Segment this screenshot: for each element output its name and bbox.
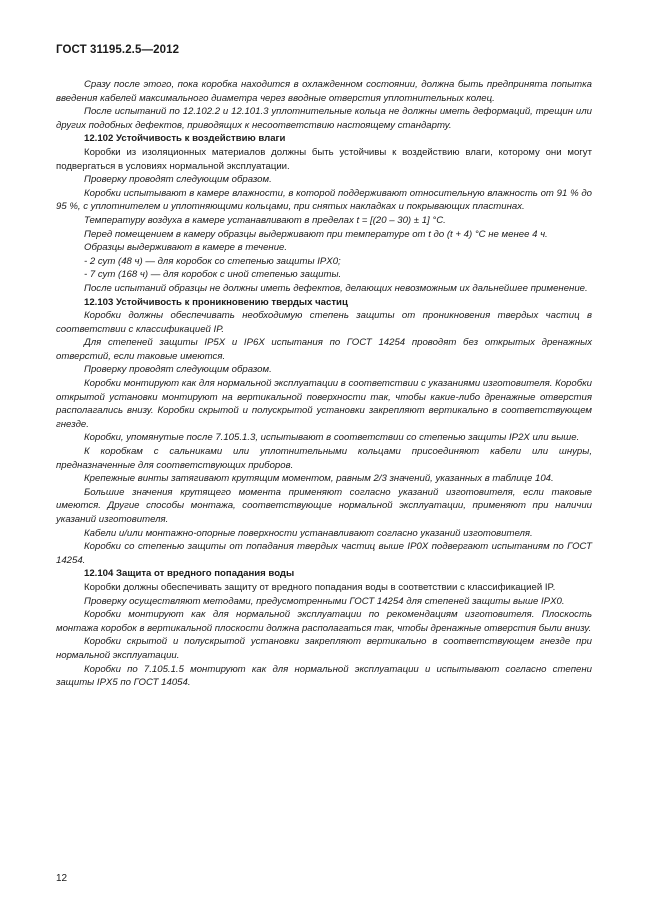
paragraph: После испытаний образцы не должны иметь дефектов, делающих невозможным их дальнейшее применение. [84,282,588,294]
paragraph: К коробкам с сальниками или уплотнительными кольцами присоединяют кабели или шнуры, предназначенные для соответствующих приборов. [56,446,592,471]
paragraph: Коробки испытывают в камере влажности, в которой поддерживают относительную влажность от 91 % до 95 %, с уплотнителем и уплотняющими кольцами, при снятых накладках и покрывающих пластинах. [56,187,592,213]
paragraph: Проверку проводят следующим образом. [84,174,272,186]
paragraph: Коробки скрытой и полускрытой установки закрепляют вертикально в соответствующем гнезде при нормальной эксплуатации. [56,636,592,661]
document-header: ГОСТ 31195.2.5—2012 [56,44,180,56]
paragraph: Коробки монтируют как для нормальной эксплуатации по рекомендациям изготовителя. Плоскость монтажа коробок в вертикальной плоскости должна располагаться так, чтобы дренажные отверстия были внизу. [56,609,592,634]
paragraph: Крепежные винты затягивают крутящим моментом, равным 2/3 значений, указанных в таблице 104. [84,473,554,485]
paragraph: Проверку осуществляют методами, предусмотренными ГОСТ 14254 для степеней защиты выше IPX0. [84,595,565,607]
paragraph: Коробки, упомянутые после 7.105.1.3, испытывают в соответствии со степенью защиты IP2X или выше. [84,432,580,444]
paragraph: Коробки должны обеспечивать необходимую степень защиты от проникновения твердых частиц в соответствии с классификацией IP. [56,310,592,335]
page-body [56,78,592,690]
paragraph: Коробки со степенью защиты от попадания твердых частиц выше IP0X подвергают испытаниям по ГОСТ 14254. [56,541,592,566]
paragraph: Коробки монтируют как для нормальной эксплуатации в соответствии с указаниями изготовителя. Коробки открытой установки монтируют на вертикальной поверхности так, чтобы какие-либо дренажные отверстия располагались внизу. Коробки скрытой и полускрытой установки закрепляют вертикально в соответствующем гнезде. [56,378,592,430]
paragraph: Температуру воздуха в камере устанавливают в пределах t = [(20 – 30) ± 1] °С. [84,214,446,226]
paragraph: Для степеней защиты IP5X и IP6X испытания по ГОСТ 14254 проводят без открытых дренажных отверстий, если таковые имеются. [56,337,592,362]
paragraph: Коробки должны обеспечивать защиту от вредного попадания воды в соответствии с классификацией IP. [84,581,556,593]
section-heading: 12.103 Устойчивость к проникновению твердых частиц [84,296,348,308]
section-heading: 12.104 Защита от вредного попадания воды [84,568,295,580]
section-heading: 12.102 Устойчивость к воздействию влаги [84,133,286,145]
list-item: - 7 сут (168 ч) — для коробок с иной степенью защиты. [84,269,342,281]
paragraph: Большие значения крутящего момента применяют согласно указаний изготовителя, если таковые имеются. Другие способы монтажа, соответствующие нормальной эксплуатации, применяют при наличии указаний изготовителя. [56,486,592,525]
paragraph: Коробки по 7.105.1.5 монтируют как для нормальной эксплуатации и испытывают согласно степени защиты IPX5 по ГОСТ 14054. [56,663,592,689]
list-item: - 2 сут (48 ч) — для коробок со степенью защиты IPX0; [84,255,341,267]
paragraph: После испытаний по 12.102.2 и 12.101.3 уплотнительные кольца не должны иметь деформаций, трещин или других подобных дефектов, приводящих к несоответствию настоящему стандарту. [56,106,592,131]
paragraph: Перед помещением в камеру образцы выдерживают при температуре от t до (t + 4) °С не менее 4 ч. [84,228,548,240]
paragraph: Сразу после этого, пока коробка находится в охлажденном состоянии, должна быть предпринята попытка введения кабелей максимального диаметра через вводные отверстия уплотнительных колец. [56,79,592,104]
paragraph: Проверку проводят следующим образом. [84,364,272,376]
page-number: 12 [56,873,68,884]
paragraph: Образцы выдерживают в камере в течение. [84,242,288,254]
paragraph: Кабели и/или монтажно-опорные поверхности устанавливают согласно указаний изготовителя. [84,527,533,539]
paragraph: Коробки из изоляционных материалов должны быть устойчивы к воздействию влаги, которому они могут подвергаться в условиях нормальной эксплуатации. [56,146,592,172]
